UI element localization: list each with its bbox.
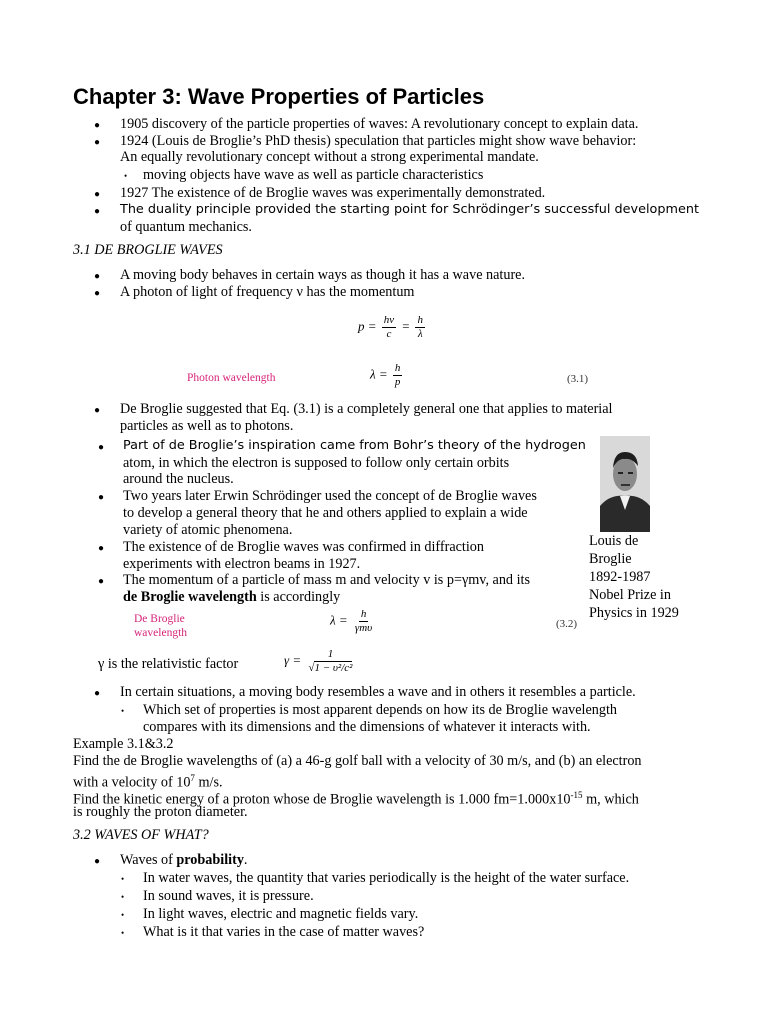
portrait-caption: Louis de Broglie 1892-1987 Nobel Prize in Physics in 1929 (589, 533, 679, 621)
intro-bullet-4-line1: The duality principle provided the starting point for Schrödinger’s successful development (120, 202, 699, 217)
s1-sub-bullet-line1: Which set of properties is most apparent depends on how its de Broglie wavelength (143, 702, 617, 718)
s2-sub-bullet-3: In light waves, electric and magnetic fields vary. (143, 906, 419, 922)
s1-bullet-6-line2: experiments with electron beams in 1927. (123, 556, 361, 572)
intro-bullet-2-line1: 1924 (Louis de Broglie’s PhD thesis) speculation that particles might show wave behavior: (120, 133, 637, 149)
s1-bullet-8: In certain situations, a moving body resembles a wave and in others it resembles a particle. (120, 684, 636, 700)
s1-bullet-7-line1: The momentum of a particle of mass m and velocity v is p=γmv, and its (123, 572, 530, 588)
de-broglie-portrait (600, 436, 650, 532)
bullet-icon: ● (94, 688, 101, 699)
momentum-equation: p = $\frac{h\nu}{c}$ = $\frac{h}{\lambda}$ (358, 314, 423, 340)
example-line-2: with a velocity of $10^7$ m/s. (73, 773, 223, 791)
gamma-description: γ is the relativistic factor (98, 656, 239, 672)
bullet-icon: ● (98, 442, 105, 453)
photon-wavelength-label: Photon wavelength (187, 372, 276, 384)
chapter-title: Chapter 3: Wave Properties of Particles (73, 84, 485, 109)
sub-bullet-icon: • (121, 874, 125, 884)
s2-sub-bullet-1: In water waves, the quantity that varies periodically is the height of the water surface. (143, 870, 630, 886)
s1-bullet-4-line1: Part of de Broglie’s inspiration came from Bohr’s theory of the hydrogen (123, 438, 586, 453)
bullet-icon: ● (94, 405, 101, 416)
de-broglie-wavelength-label: De Broglie wavelength (134, 613, 188, 639)
s1-bullet-3-line1: De Broglie suggested that Eq. (3.1) is a completely general one that applies to material (120, 401, 613, 417)
sub-bullet-icon: • (121, 706, 125, 716)
s1-bullet-1: A moving body behaves in certain ways as though it has a wave nature. (120, 267, 526, 283)
bullet-icon: ● (94, 288, 101, 299)
s1-bullet-5-line2: to develop a general theory that he and others applied to explain a wide (123, 505, 528, 521)
bullet-icon: ● (94, 856, 101, 867)
sub-bullet-icon: • (121, 892, 125, 902)
example-line-3: Find the kinetic energy of a proton whose de Broglie wavelength is 1.000 $fm=1.000x10^{-15}$ m, which (73, 790, 639, 808)
bullet-icon: ● (98, 492, 105, 503)
s1-bullet-3-line2: particles as well as to photons. (120, 418, 294, 434)
s1-bullet-5-line3: variety of atomic phenomena. (123, 522, 293, 538)
intro-bullet-4-line2: of quantum mechanics. (120, 219, 252, 235)
sub-bullet-icon: • (121, 928, 125, 938)
example-line-4: is roughly the proton diameter. (73, 804, 248, 820)
s1-bullet-7-line2: de Broglie wavelength is accordingly (123, 589, 341, 605)
gamma-equation: γ = $\frac{1}{\text{√1 − υ²/c²}}$ (284, 648, 353, 674)
intro-sub-bullet-1: moving objects have wave as well as particle characteristics (143, 167, 484, 183)
bullet-icon: ● (94, 271, 101, 282)
bullet-icon: ● (94, 137, 101, 148)
s2-bullet-1: Waves of probability. (120, 852, 248, 868)
sub-bullet-icon: • (124, 171, 128, 181)
s2-sub-bullet-2: In sound waves, it is pressure. (143, 888, 314, 904)
s1-bullet-5-line1: Two years later Erwin Schrödinger used the concept of de Broglie waves (123, 488, 537, 504)
equation-number-3-2: (3.2) (556, 618, 578, 630)
s1-bullet-4-line2: atom, in which the electron is supposed to follow only certain orbits (123, 455, 510, 471)
section-heading-3-1: 3.1 DE BROGLIE WAVES (73, 242, 223, 258)
intro-bullet-3: 1927 The existence of de Broglie waves was experimentally demonstrated. (120, 185, 546, 201)
intro-bullet-2-line2: An equally revolutionary concept without a strong experimental mandate. (120, 149, 539, 165)
intro-bullet-1: 1905 discovery of the particle properties of waves: A revolutionary concept to explain data. (120, 116, 639, 132)
bullet-icon: ● (94, 189, 101, 200)
example-line-1: Find the de Broglie wavelengths of (a) a 46-g golf ball with a velocity of 30 m/s, and (b) an electron (73, 753, 642, 769)
bullet-icon: ● (98, 576, 105, 587)
s1-bullet-2: A photon of light of frequency ν has the momentum (120, 284, 415, 300)
equation-number-3-1: (3.1) (567, 373, 589, 385)
bullet-icon: ● (98, 543, 105, 554)
s2-sub-bullet-4: What is it that varies in the case of matter waves? (143, 924, 425, 940)
s1-bullet-6-line1: The existence of de Broglie waves was confirmed in diffraction (123, 539, 484, 555)
example-title: Example 3.1&3.2 (73, 736, 174, 752)
photon-wavelength-equation: λ = $\frac{h}{p}$ (370, 362, 401, 388)
bullet-icon: ● (94, 206, 101, 217)
de-broglie-equation: λ = $\frac{h}{\text{γmυ}}$ (330, 608, 373, 634)
bullet-icon: ● (94, 120, 101, 131)
s1-sub-bullet-line2: compares with its dimensions and the dimensions of whatever it interacts with. (143, 719, 591, 735)
section-heading-3-2: 3.2 WAVES OF WHAT? (73, 827, 209, 843)
sub-bullet-icon: • (121, 910, 125, 920)
s1-bullet-4-line3: around the nucleus. (123, 471, 234, 487)
